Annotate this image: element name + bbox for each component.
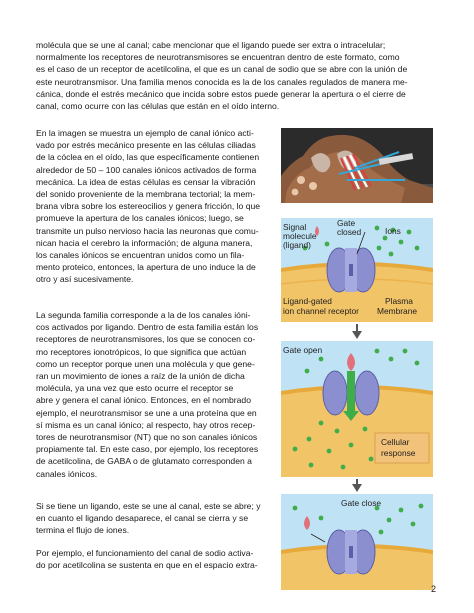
- text-line: los canales iónicos se encuentran unidos como un fila-: [36, 250, 245, 261]
- flow-arrow-down-icon: [352, 484, 362, 492]
- ligand-channel-paragraph: [36, 309, 272, 480]
- text-line: brana vibra sobre los estereocilios y genera fricción, lo que: [36, 201, 261, 212]
- text-line: mecánica. La idea de estas células es censar la vibración: [36, 176, 256, 187]
- text-line: este neurotransmisor. Una familia menos conocida es la de los canales regulados de manera me-: [36, 76, 408, 87]
- gate-close-label: Gate close: [341, 498, 382, 508]
- text-line: promueve la apertura de los canales iónicos; luego, se: [36, 213, 244, 224]
- text-line: termina el flujo de iones.: [36, 525, 130, 536]
- gate-closed-label-2: closed: [337, 227, 362, 237]
- text-line: sí misma es un canal iónico; al respecto, hay otros recep-: [36, 419, 256, 430]
- text-line: del sonido proveniente de la membrana tectorial; la mem-: [36, 189, 256, 200]
- text-line: de acetilcolina, de GABA o de glutamato corresponden a: [36, 456, 252, 467]
- signal-label-1: Signal: [283, 222, 307, 232]
- gate-closed-label-1: Gate: [337, 218, 356, 228]
- membrane-label-2: Membrane: [377, 306, 418, 316]
- gate-open-panel: [281, 341, 433, 477]
- cochlea-hair-cell-illustration: [281, 128, 433, 203]
- mechanical-channel-paragraph: [36, 127, 272, 286]
- text-line: receptores de neurotransmisores, los que se conocen co-: [36, 334, 256, 345]
- ligand-binding-paragraph: [36, 500, 272, 537]
- text-line: cánica, donde el estrés mecánico que incida sobre estos puede generar la apertura o el cierre de: [36, 88, 406, 99]
- text-line: molécula, ya una vez que esto ocurre el receptor se: [36, 383, 234, 394]
- gate-closed-panel: [281, 218, 433, 322]
- text-line: propiamente tal. En este caso, por ejemplo, los receptores: [36, 444, 259, 455]
- signal-label-2: molecule: [283, 231, 317, 241]
- response-label-2: response: [381, 448, 416, 458]
- text-line: tores de neurotransmisor (NT) que no son canales iónicos: [36, 432, 258, 443]
- ion-channel-closed: [327, 248, 375, 292]
- text-line: como un receptor porque unen una molécula y que gene-: [36, 358, 255, 369]
- intro-paragraph: [36, 39, 440, 112]
- text-line: do por acetilcolina se sustenta en que en el espacio extra-: [36, 560, 258, 571]
- text-line: vado por estrés mecánico presente en las células ciliadas: [36, 140, 256, 151]
- text-line: Por ejemplo, el funcionamiento del canal de sodio activa-: [36, 548, 254, 558]
- flow-arrow-down-icon: [352, 331, 362, 339]
- ions-label: Ions: [385, 226, 401, 236]
- signal-label-3: (ligand): [283, 240, 311, 250]
- text-line: canal, como ocurre con las células que están en el oído interno.: [36, 101, 280, 112]
- text-line: nican hacia el cerebro la información; de alguna manera,: [36, 237, 253, 248]
- text-line: canales iónicos.: [36, 468, 98, 479]
- receptor-label-1: Ligand-gated: [283, 296, 332, 306]
- acetylcholine-paragraph: [36, 547, 272, 571]
- text-line: mento proteico, entonces, la apertura de uno induce la de: [36, 262, 256, 273]
- text-line: La segunda familia corresponde a la de los canales ióni-: [36, 310, 251, 320]
- text-line: ejemplo, el neurotransmisor se une a una proteína que en: [36, 407, 257, 418]
- text-line: En la imagen se muestra un ejemplo de canal iónico acti-: [36, 128, 254, 138]
- text-line: de la cóclea en el oído, las que específicamente contienen: [36, 152, 260, 163]
- ion-channel-reclosed: [327, 530, 375, 574]
- gate-close-panel: [281, 494, 433, 590]
- text-line: es el caso de un receptor de acetilcolina, el que es un canal de sodio que se abre con la unión de: [36, 64, 408, 75]
- text-line: mo receptores ionotrópicos, lo que significa que actúan: [36, 346, 247, 357]
- text-line: ran un movimiento de iones a raíz de la unión de dicha: [36, 371, 245, 382]
- membrane-label-1: Plasma: [385, 296, 413, 306]
- gate-open-label: Gate open: [283, 345, 323, 355]
- response-label-1: Cellular: [381, 437, 410, 447]
- receptor-label-2: ion channel receptor: [283, 306, 359, 316]
- text-line: cos activados por ligando. Dentro de esta familia están los: [36, 322, 259, 333]
- text-line: alrededor de 50 – 100 canales iónicos activados de forma: [36, 164, 257, 175]
- page-number: 2: [430, 584, 436, 594]
- text-line: abre y genera el canal iónico. Entonces, en el nombrado: [36, 395, 251, 406]
- text-line: Si se tiene un ligando, este se une al canal, este se abre; y: [36, 501, 261, 511]
- text-line: otro y así sucesivamente.: [36, 274, 134, 285]
- text-line: molécula que se une al canal; cabe mencionar que el ligando puede ser extra o intracelular;: [36, 40, 386, 50]
- text-line: normalmente los receptores de neurotransmisores se encuentran dentro de este formato, como: [36, 52, 400, 63]
- text-line: en cuanto el ligando desaparece, el canal se cierra y se: [36, 513, 249, 524]
- text-line: transmite un pulso nervioso hacia las neuronas que comu-: [36, 225, 259, 236]
